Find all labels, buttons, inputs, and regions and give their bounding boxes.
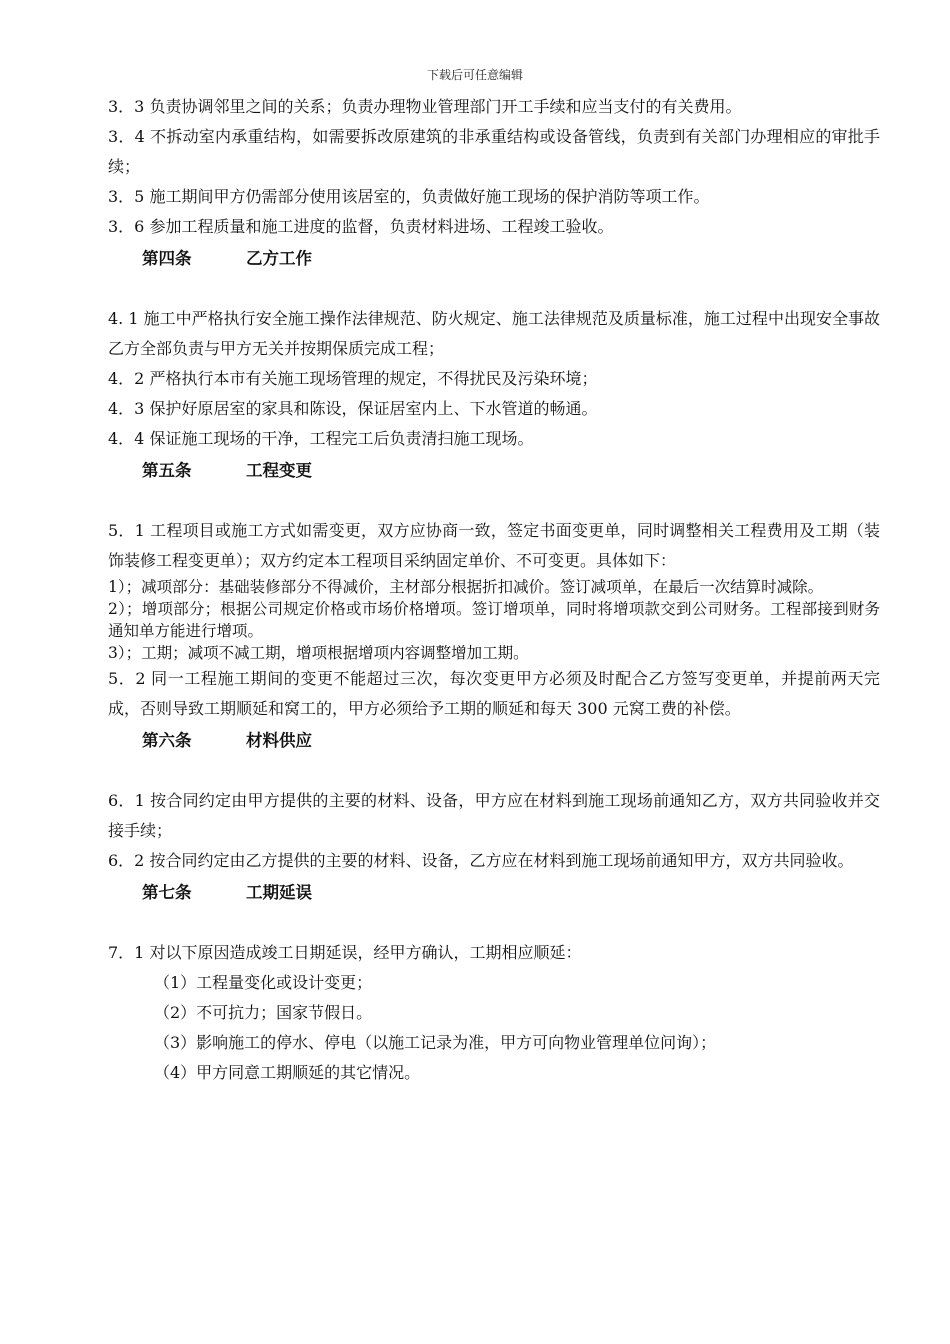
section-title: 乙方工作 bbox=[246, 249, 312, 268]
clause-5-1-sub-1: 1）；减项部分：基础装修部分不得减价，主材部分根据折扣减价。签订减项单，在最后一次结算时减除。 bbox=[108, 578, 824, 596]
section-heading-7 bbox=[142, 878, 880, 908]
clause-3-6: 3．6 参加工程质量和施工进度的监督，负责材料进场、工程竣工验收。 bbox=[108, 217, 614, 236]
section-heading-4 bbox=[142, 244, 880, 274]
clause-4-4: 4．4 保证施工现场的干净，工程完工后负责清扫施工现场。 bbox=[108, 429, 534, 448]
page-header: 下载后可任意编辑 bbox=[426, 68, 523, 82]
section-number: 第五条 bbox=[142, 461, 192, 480]
section-title: 工程变更 bbox=[246, 461, 312, 480]
section-number: 第四条 bbox=[142, 249, 192, 268]
clause-4-3: 4．3 保护好原居室的家具和陈设，保证居室内上、下水管道的畅通。 bbox=[108, 399, 598, 418]
clause-7-1-sub-1: （1）工程量变化或设计变更； bbox=[154, 973, 373, 992]
clause-7-1-sub-3: （3）影响施工的停水、停电（以施工记录为准，甲方可向物业管理单位问询）； bbox=[154, 1033, 717, 1052]
clause-3-4: 3．4 不拆动室内承重结构，如需要拆改原建筑的非承重结构或设备管线，负责到有关部门办理相应的审批手续； bbox=[108, 127, 880, 176]
clause-6-1: 6．1 按合同约定由甲方提供的主要的材料、设备，甲方应在材料到施工现场前通知乙方，双方共同验收并交接手续； bbox=[108, 791, 880, 840]
section-heading-6 bbox=[142, 726, 880, 756]
section-title: 材料供应 bbox=[246, 731, 312, 750]
clause-5-1: 5．1 工程项目或施工方式如需变更，双方应协商一致，签定书面变更单，同时调整相关工程费用及工期（装饰装修工程变更单）；双方约定本工程项目采纳固定单价、不可变更。具体如下： bbox=[108, 521, 880, 570]
clause-5-2: 5．2 同一工程施工期间的变更不能超过三次，每次变更甲方必须及时配合乙方签写变更单，并提前两天完成，否则导致工期顺延和窝工的，甲方必须给予工期的顺延和每天 300 元窝工费的补偿。 bbox=[108, 669, 880, 718]
section-heading-5 bbox=[142, 456, 880, 486]
document-body bbox=[108, 92, 880, 1088]
clause-3-3: 3．3 负责协调邻里之间的关系；负责办理物业管理部门开工手续和应当支付的有关费用。 bbox=[108, 97, 742, 116]
clause-4-1: 4. 1 施工中严格执行安全施工操作法律规范、防火规定、施工法律规范及质量标准，施工过程中出现安全事故乙方全部负责与甲方无关并按期保质完成工程； bbox=[108, 309, 880, 358]
clause-7-1-sub-4: （4）甲方同意工期顺延的其它情况。 bbox=[154, 1063, 421, 1082]
section-number: 第七条 bbox=[142, 883, 192, 902]
clause-7-1-sub-2: （2）不可抗力；国家节假日。 bbox=[154, 1003, 373, 1022]
clause-4-2: 4．2 严格执行本市有关施工现场管理的规定，不得扰民及污染环境； bbox=[108, 369, 598, 388]
section-number: 第六条 bbox=[142, 731, 192, 750]
clause-3-5: 3．5 施工期间甲方仍需部分使用该居室的，负责做好施工现场的保护消防等项工作。 bbox=[108, 187, 710, 206]
section-title: 工期延误 bbox=[246, 883, 312, 902]
clause-7-1: 7．1 对以下原因造成竣工日期延误，经甲方确认，工期相应顺延： bbox=[108, 943, 582, 962]
clause-5-1-sub-2: 2）；增项部分；根据公司规定价格或市场价格增项。签订增项单，同时将增项款交到公司财务。工程部接到财务通知单方能进行增项。 bbox=[108, 600, 880, 640]
clause-6-2: 6．2 按合同约定由乙方提供的主要的材料、设备，乙方应在材料到施工现场前通知甲方，双方共同验收。 bbox=[108, 851, 854, 870]
clause-5-1-sub-3: 3）；工期；减项不减工期，增项根据增项内容调整增加工期。 bbox=[108, 644, 529, 662]
